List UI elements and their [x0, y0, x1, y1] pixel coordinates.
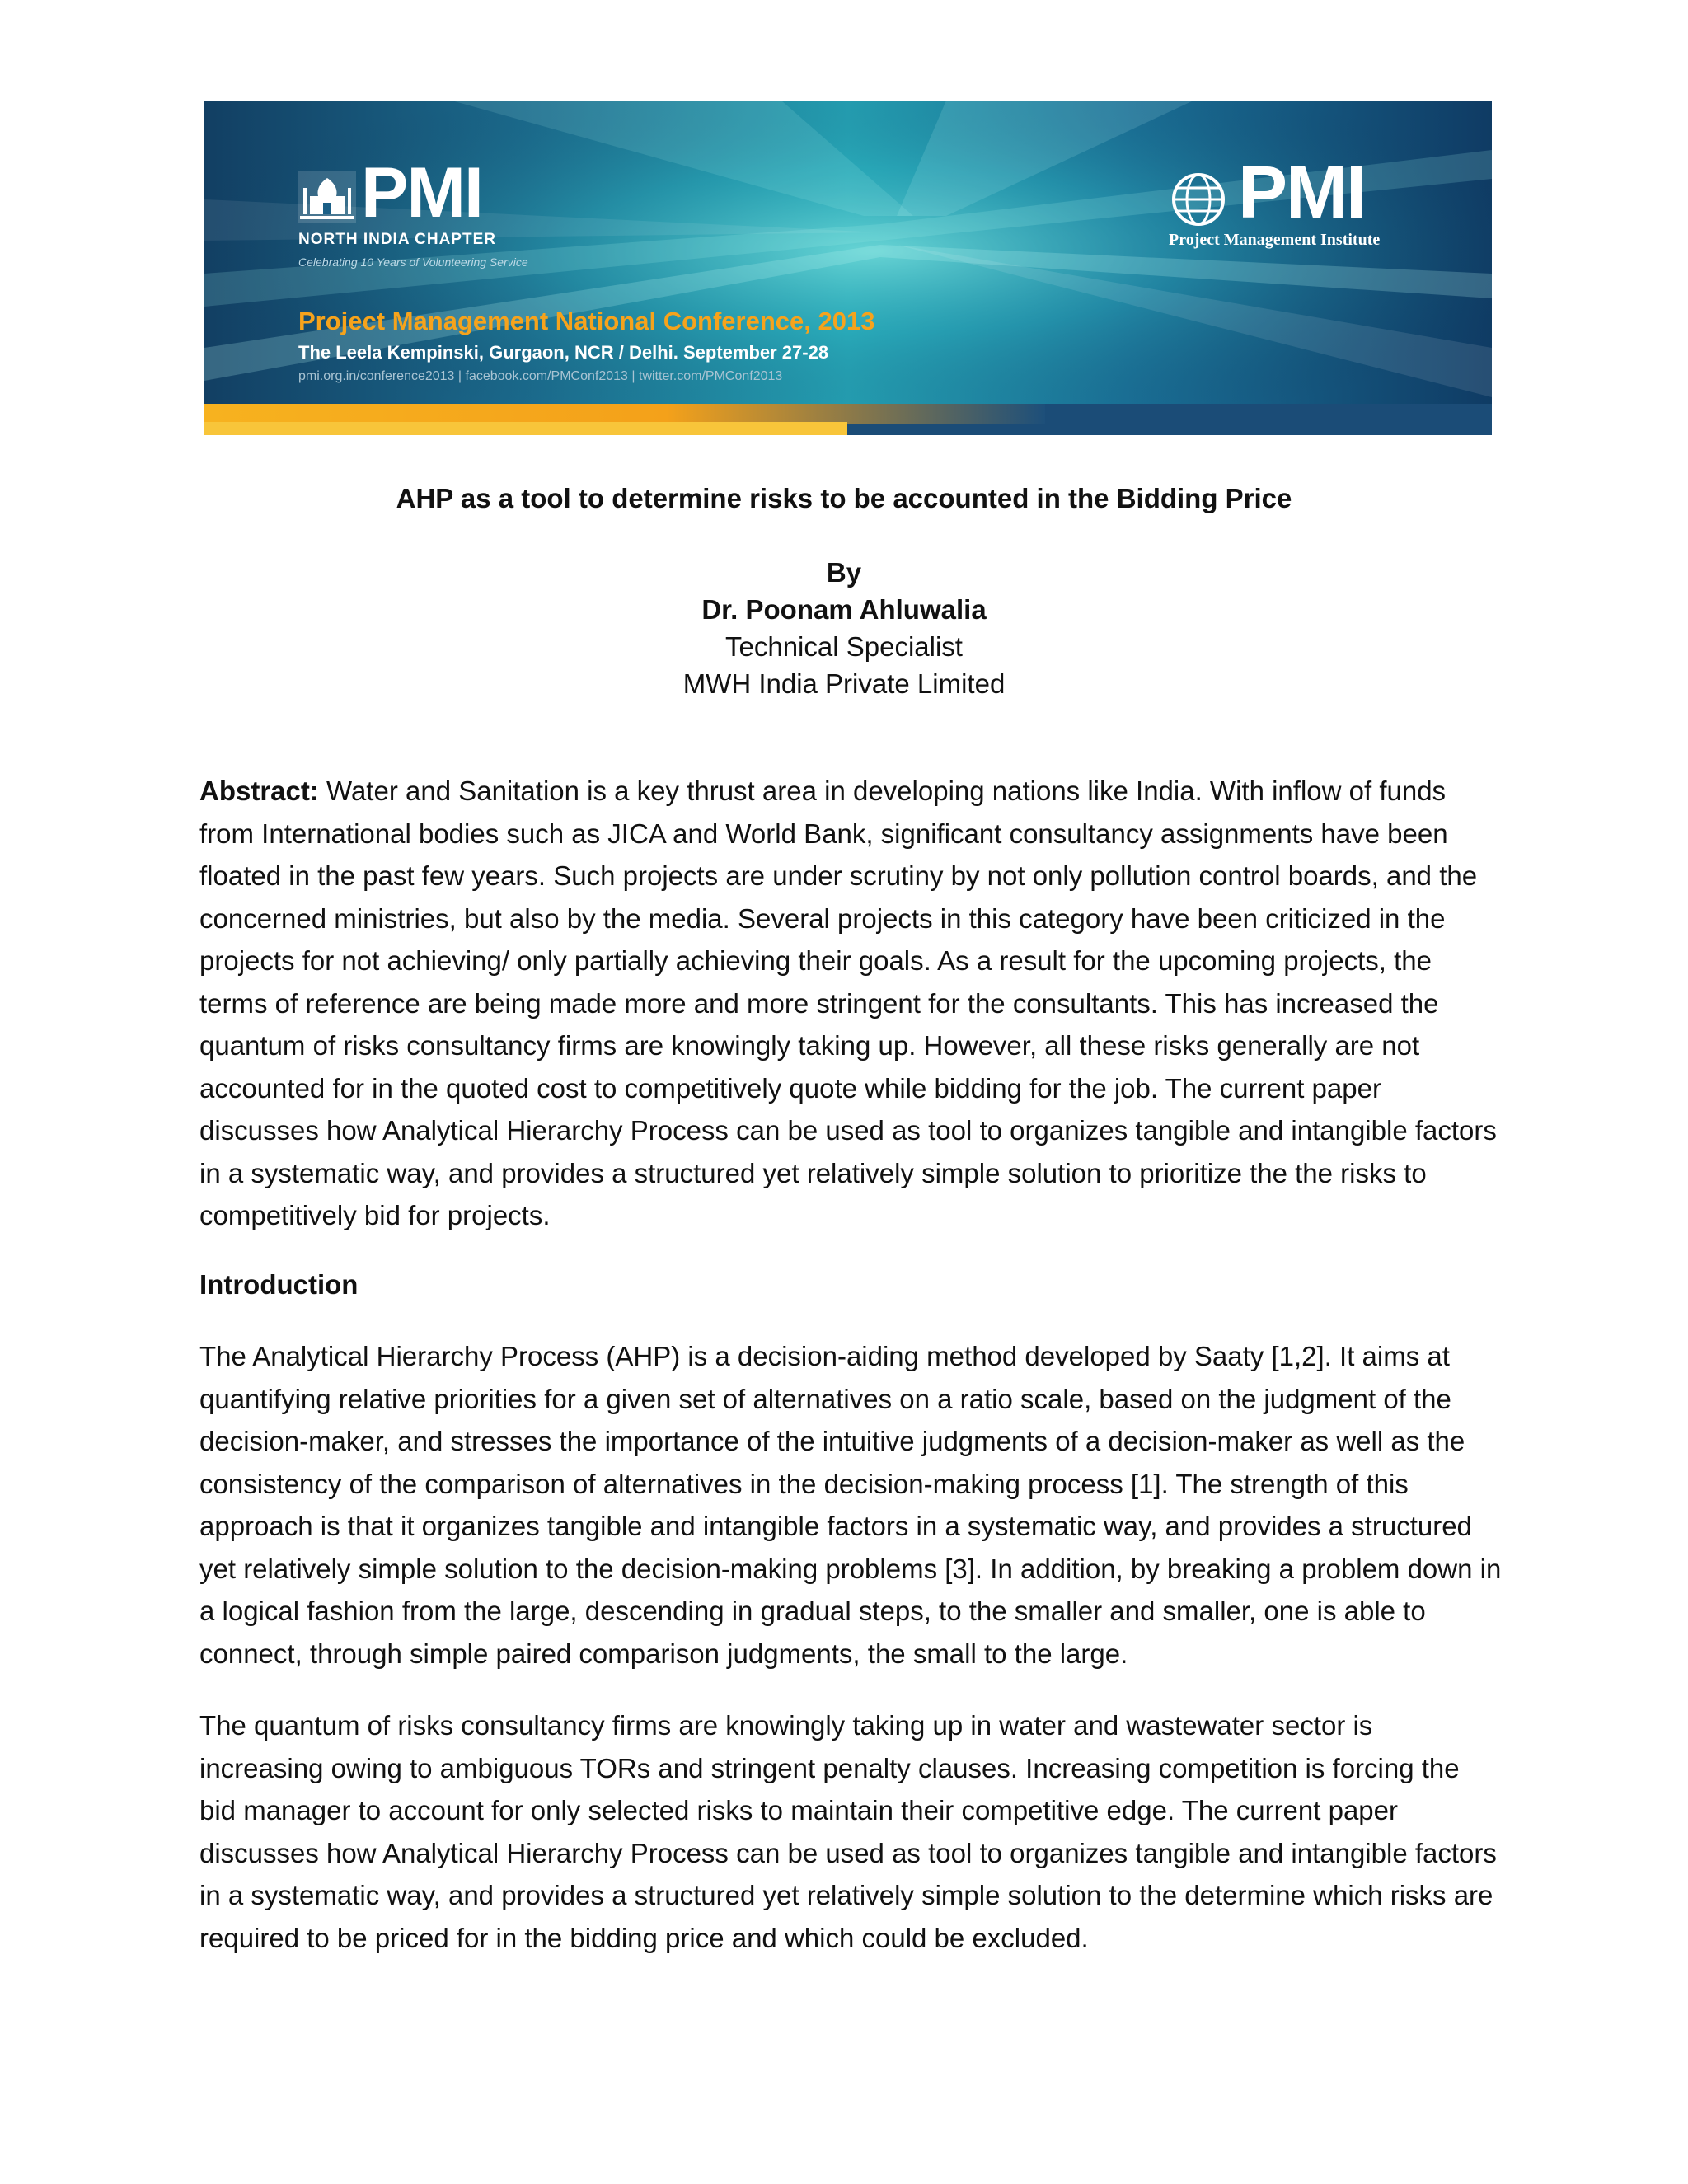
author-name: Dr. Poonam Ahluwalia: [701, 594, 987, 625]
abstract-text: Water and Sanitation is a key thrust area in developing nations like India. With inflow of funds from International bodies such as JICA and World Bank, significant consultancy assignments have been floated in the past few years. Such projects are under scrutiny by not only pollution control boards, and the concerned ministries, but also by the media. Several projects in this category have been criticized in the projects for not achieving/ only partially achieving their goals. As a result for the upcoming projects, the terms of reference are being made more and more stringent for the consultants. This has increased the quantum of risks consultancy firms are knowingly taking up. However, all these risks generally are not accounted for in the quoted cost to competitively quote while bidding for the job. The current paper discusses how Analytical Hierarchy Process can be used as tool to organizes tangible and intangible factors in a systematic way, and provides a structured yet relatively simple solution to prioritize the the risks to competitively bid for projects.: [199, 776, 1497, 1230]
conference-title: Project Management National Conference, 2013: [298, 307, 875, 335]
conference-venue: The Leela Kempinski, Gurgaon, NCR / Delhi. September 27-28: [298, 342, 829, 363]
author-organization: MWH India Private Limited: [682, 668, 1006, 699]
introduction-paragraph-1: The Analytical Hierarchy Process (AHP) is a decision-aiding method developed by Saaty [1,2]. It aims at quantifying relative priorities for a given set of alternatives on a ratio scale, based on the judgment of the decision-maker, and stresses the importance of the intuitive judgments of a decision-maker as well as the consistency of the comparison of alternatives in the decision-making process [1]. The strength of this approach is that it organizes tangible and intangible factors in a systematic way, and provides a structured yet relatively simple solution to the decision-making problems [3]. In addition, by breaking a problem down in a logical fashion from the large, descending in gradual steps, to the smaller and smaller, one is able to connect, through simple paired comparison judgments, the small to the large.: [199, 1341, 1502, 1669]
conference-links: pmi.org.in/conference2013 | facebook.com/PMConf2013 | twitter.com/PMConf2013: [298, 369, 783, 383]
pmi-north-india-logo: [298, 153, 513, 232]
chapter-tagline: Celebrating 10 Years of Volunteering Service: [298, 255, 528, 269]
chapter-name: NORTH INDIA CHAPTER: [298, 231, 496, 248]
by-line: By: [826, 557, 862, 588]
introduction-paragraph-2: The quantum of risks consultancy firms are knowingly taking up in water and wastewater sector is increasing owing to ambiguous TORs and stringent penalty clauses. Increasing competition is forcing the bid manager to account for only selected risks to maintain their competitive edge. The current paper discusses how Analytical Hierarchy Process can be used as tool to organizes tangible and intangible factors in a systematic way, and provides a structured yet relatively simple solution to the determine which risks are required to be priced for in the bidding price and which could be excluded.: [199, 1710, 1497, 1953]
paper-title: AHP as a tool to determine risks to be accounted in the Bidding Price: [396, 483, 1292, 513]
abstract-label: Abstract:: [199, 776, 319, 806]
pmi-logo-text-right: PMI: [1238, 152, 1366, 234]
author-block: [0, 554, 1688, 702]
introduction-heading: Introduction: [199, 1269, 359, 1300]
pmi-institute-logo: [1169, 152, 1416, 255]
globe-icon: [1169, 168, 1233, 227]
pmi-logo-text-left: PMI: [361, 153, 482, 232]
author-role: Technical Specialist: [725, 631, 963, 662]
taj-mahal-icon: [298, 171, 356, 223]
pmi-institute-caption: Project Management Institute: [1169, 231, 1381, 249]
abstract-paragraph: [199, 770, 1502, 1237]
conference-banner: [204, 101, 1492, 435]
